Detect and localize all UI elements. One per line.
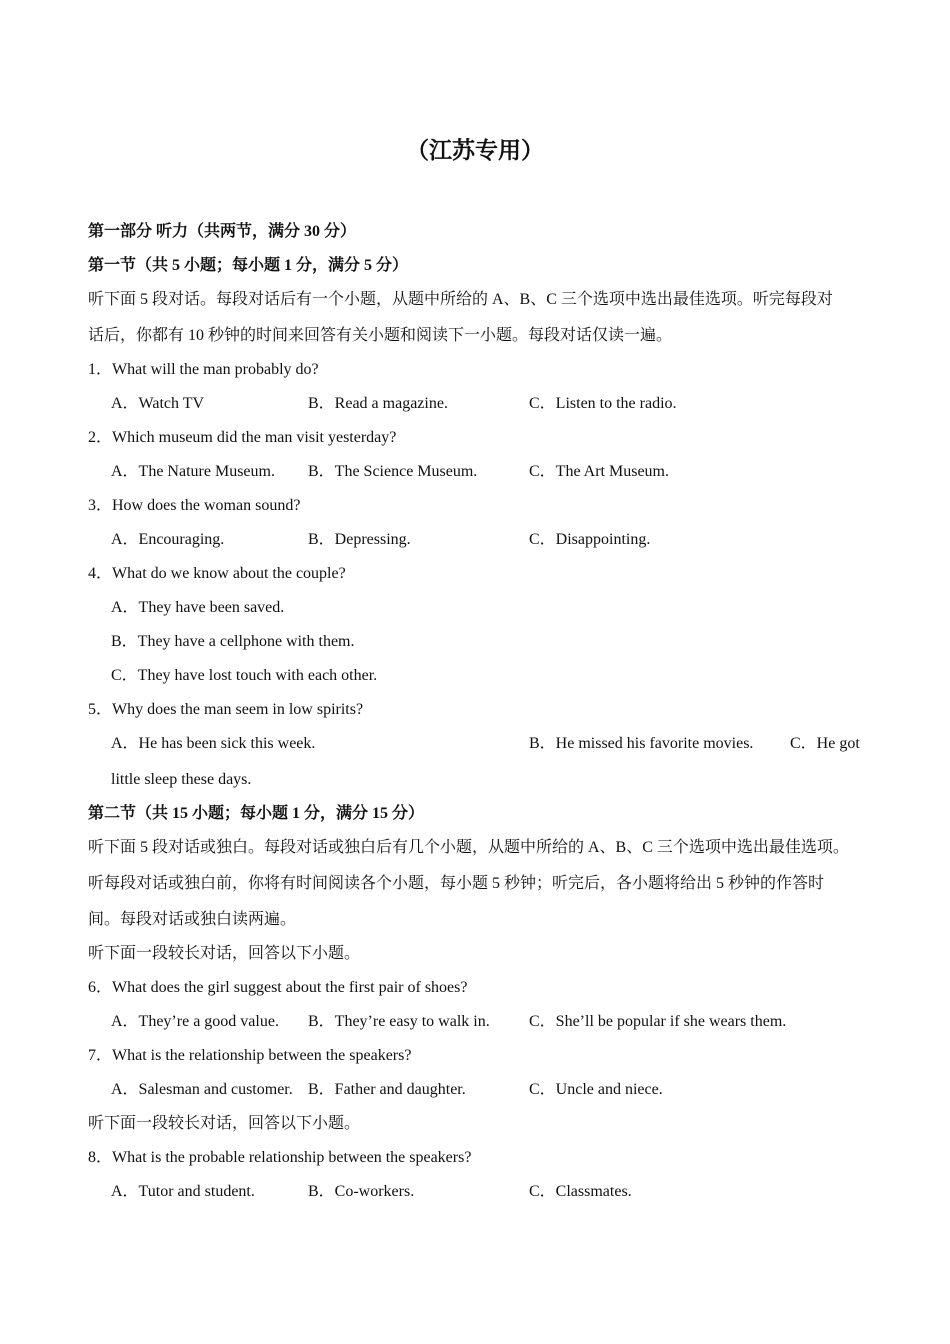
section2-instructions-line-2: 听每段对话或独白前，你将有时间阅读各个小题，每小题 5 秒钟；听完后，各小题将给出 5 秒钟的作答时 [88, 875, 825, 892]
section2-instructions-line-3: 间。每段对话或独白读两遍。 [88, 911, 297, 928]
question-2-option-b: B．The Science Museum. [308, 463, 478, 480]
page-title: （江苏专用） [406, 138, 544, 163]
question-4-option-b: B．They have a cellphone with them. [111, 633, 355, 650]
section2-instructions-line-1: 听下面 5 段对话或独白。每段对话或独白后有几个小题，从题中所给的 A、B、C 三个选项中选出最佳选项。 [88, 839, 849, 856]
question-4-option-a: A．They have been saved. [111, 599, 285, 616]
question-3-option-c: C．Disappointing. [529, 531, 651, 548]
question-5-option-a: A．He has been sick this week. [111, 735, 316, 752]
question-8-option-b: B．Co-workers. [308, 1183, 415, 1200]
question-6-option-a: A．They’re a good value. [111, 1013, 279, 1030]
question-2-option-c: C．The Art Museum. [529, 463, 669, 480]
question-4-stem: 4．What do we know about the couple? [88, 565, 346, 582]
question-8-option-c: C．Classmates. [529, 1183, 632, 1200]
question-2-stem: 2．Which museum did the man visit yesterday? [88, 429, 397, 446]
section1-heading: 第一节（共 5 小题；每小题 1 分，满分 5 分） [88, 257, 409, 274]
question-6-stem: 6．What does the girl suggest about the first pair of shoes? [88, 979, 468, 996]
question-3-option-b: B．Depressing. [308, 531, 411, 548]
listen-prompt-2: 听下面一段较长对话，回答以下小题。 [88, 1115, 361, 1132]
question-3-option-a: A．Encouraging. [111, 531, 225, 548]
question-3-stem: 3．How does the woman sound? [88, 497, 301, 514]
question-6-option-c: C．She’ll be popular if she wears them. [529, 1013, 787, 1030]
question-7-option-c: C．Uncle and niece. [529, 1081, 663, 1098]
question-2-option-a: A．The Nature Museum. [111, 463, 275, 480]
question-1-option-a: A．Watch TV [111, 395, 205, 412]
question-8-option-a: A．Tutor and student. [111, 1183, 255, 1200]
question-5-option-c-continued: little sleep these days. [111, 771, 252, 788]
question-7-option-b: B．Father and daughter. [308, 1081, 466, 1098]
question-4-option-c: C．They have lost touch with each other. [111, 667, 378, 684]
listen-prompt-1: 听下面一段较长对话，回答以下小题。 [88, 945, 361, 962]
section2-heading: 第二节（共 15 小题；每小题 1 分，满分 15 分） [88, 805, 425, 822]
question-7-option-a: A．Salesman and customer. [111, 1081, 293, 1098]
question-1-option-b: B．Read a magazine. [308, 395, 448, 412]
section1-instructions-line-2: 话后，你都有 10 秒钟的时间来回答有关小题和阅读下一小题。每段对话仅读一遍。 [88, 327, 673, 344]
question-5-stem: 5．Why does the man seem in low spirits? [88, 701, 364, 718]
question-1-option-c: C．Listen to the radio. [529, 395, 677, 412]
question-6-option-b: B．They’re easy to walk in. [308, 1013, 490, 1030]
question-5-option-b: B．He missed his favorite movies. [529, 735, 754, 752]
part1-heading: 第一部分 听力（共两节，满分 30 分） [88, 223, 357, 240]
question-7-stem: 7．What is the relationship between the speakers? [88, 1047, 412, 1064]
question-1-stem: 1．What will the man probably do? [88, 361, 319, 378]
section1-instructions-line-1: 听下面 5 段对话。每段对话后有一个小题，从题中所给的 A、B、C 三个选项中选出最佳选项。听完每段对 [88, 291, 833, 308]
question-8-stem: 8．What is the probable relationship between the speakers? [88, 1149, 472, 1166]
question-5-option-c: C．He got [790, 735, 860, 752]
